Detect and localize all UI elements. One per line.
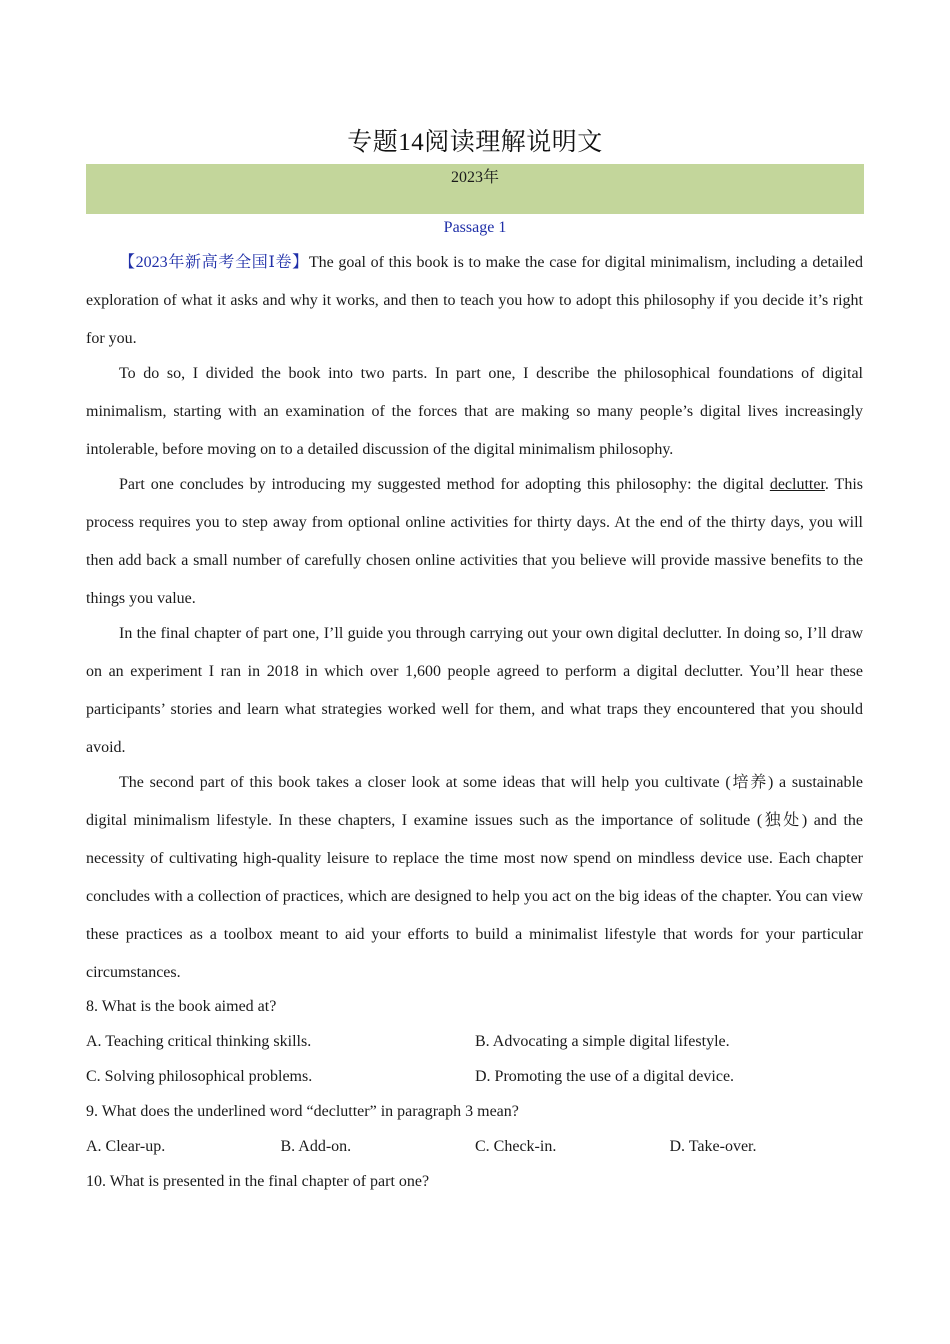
paragraph-5: The second part of this book takes a closer look at some ideas that will help you cultivate (培养) a sustainable digital minimalism lifestyle. In these chapters, I examine issues such as the importance of solitude (独处) and the necessity of cultivating high-quality leisure to replace the time most now spend on mindless device use. Each chapter concludes with a collection of practices, which are designed to help you act on the big ideas of the chapter. You can view these practices as a toolbox meant to aid your efforts to build a minimalist lifestyle that words for your particular circumstances.: [86, 774, 863, 981]
option-b: B. Advocating a simple digital lifestyle.: [475, 1033, 730, 1050]
passage-label: Passage 1: [443, 219, 507, 236]
question-10: 10. What is presented in the final chapter of part one?: [86, 1173, 430, 1190]
page-title: 专题14阅读理解说明文: [347, 129, 603, 156]
option-c: C. Solving philosophical problems.: [86, 1068, 313, 1085]
source-tag: 【2023年新高考全国Ⅰ卷】: [119, 254, 309, 271]
paragraph-1: 【2023年新高考全国Ⅰ卷】The goal of this book is to make the case for digital minimalism, including a detailed exploration of what it asks and why it works, and then to teach you how to adopt this philosophy if you decide it’s right for you.: [86, 254, 864, 347]
question-8: 8. What is the book aimed at?: [86, 998, 277, 1015]
passage-body: [86, 244, 863, 1199]
underlined-word: declutter: [769, 476, 825, 493]
question-8-options: [86, 1024, 863, 1094]
option-a: A. Clear-up.: [86, 1138, 166, 1155]
paragraph-3: Part one concludes by introducing my suggested method for adopting this philosophy: the digital declutter. This process requires you to step away from optional online activities for thirty days. At the end of the thirty days, you will then add back a small number of carefully chosen online activities that you believe will provide massive benefits to the things you value.: [86, 476, 863, 607]
question-9-options: [86, 1129, 863, 1164]
paragraph-4: In the final chapter of part one, I’ll guide you through carrying out your own digital declutter. In doing so, I’ll draw on an experiment I ran in 2018 in which over 1,600 people agreed to perform a digital declutter. You’ll hear these participants’ stories and learn what strategies worked well for them, and what traps they encountered that you should avoid.: [86, 625, 863, 756]
year-section-header: 2023年: [86, 164, 864, 214]
option-a: A. Teaching critical thinking skills.: [86, 1033, 312, 1050]
option-d: D. Promoting the use of a digital device.: [475, 1068, 735, 1085]
question-9: 9. What does the underlined word “declutter” in paragraph 3 mean?: [86, 1103, 519, 1120]
paragraph-2: To do so, I divided the book into two parts. In part one, I describe the philosophical foundations of digital minimalism, starting with an examination of the forces that are making so many people’s digital lives increasingly intolerable, before moving on to a detailed discussion of the digital minimalism philosophy.: [86, 365, 863, 458]
option-d: D. Take-over.: [669, 1138, 757, 1155]
option-c: C. Check-in.: [475, 1138, 557, 1155]
option-b: B. Add-on.: [280, 1138, 352, 1155]
